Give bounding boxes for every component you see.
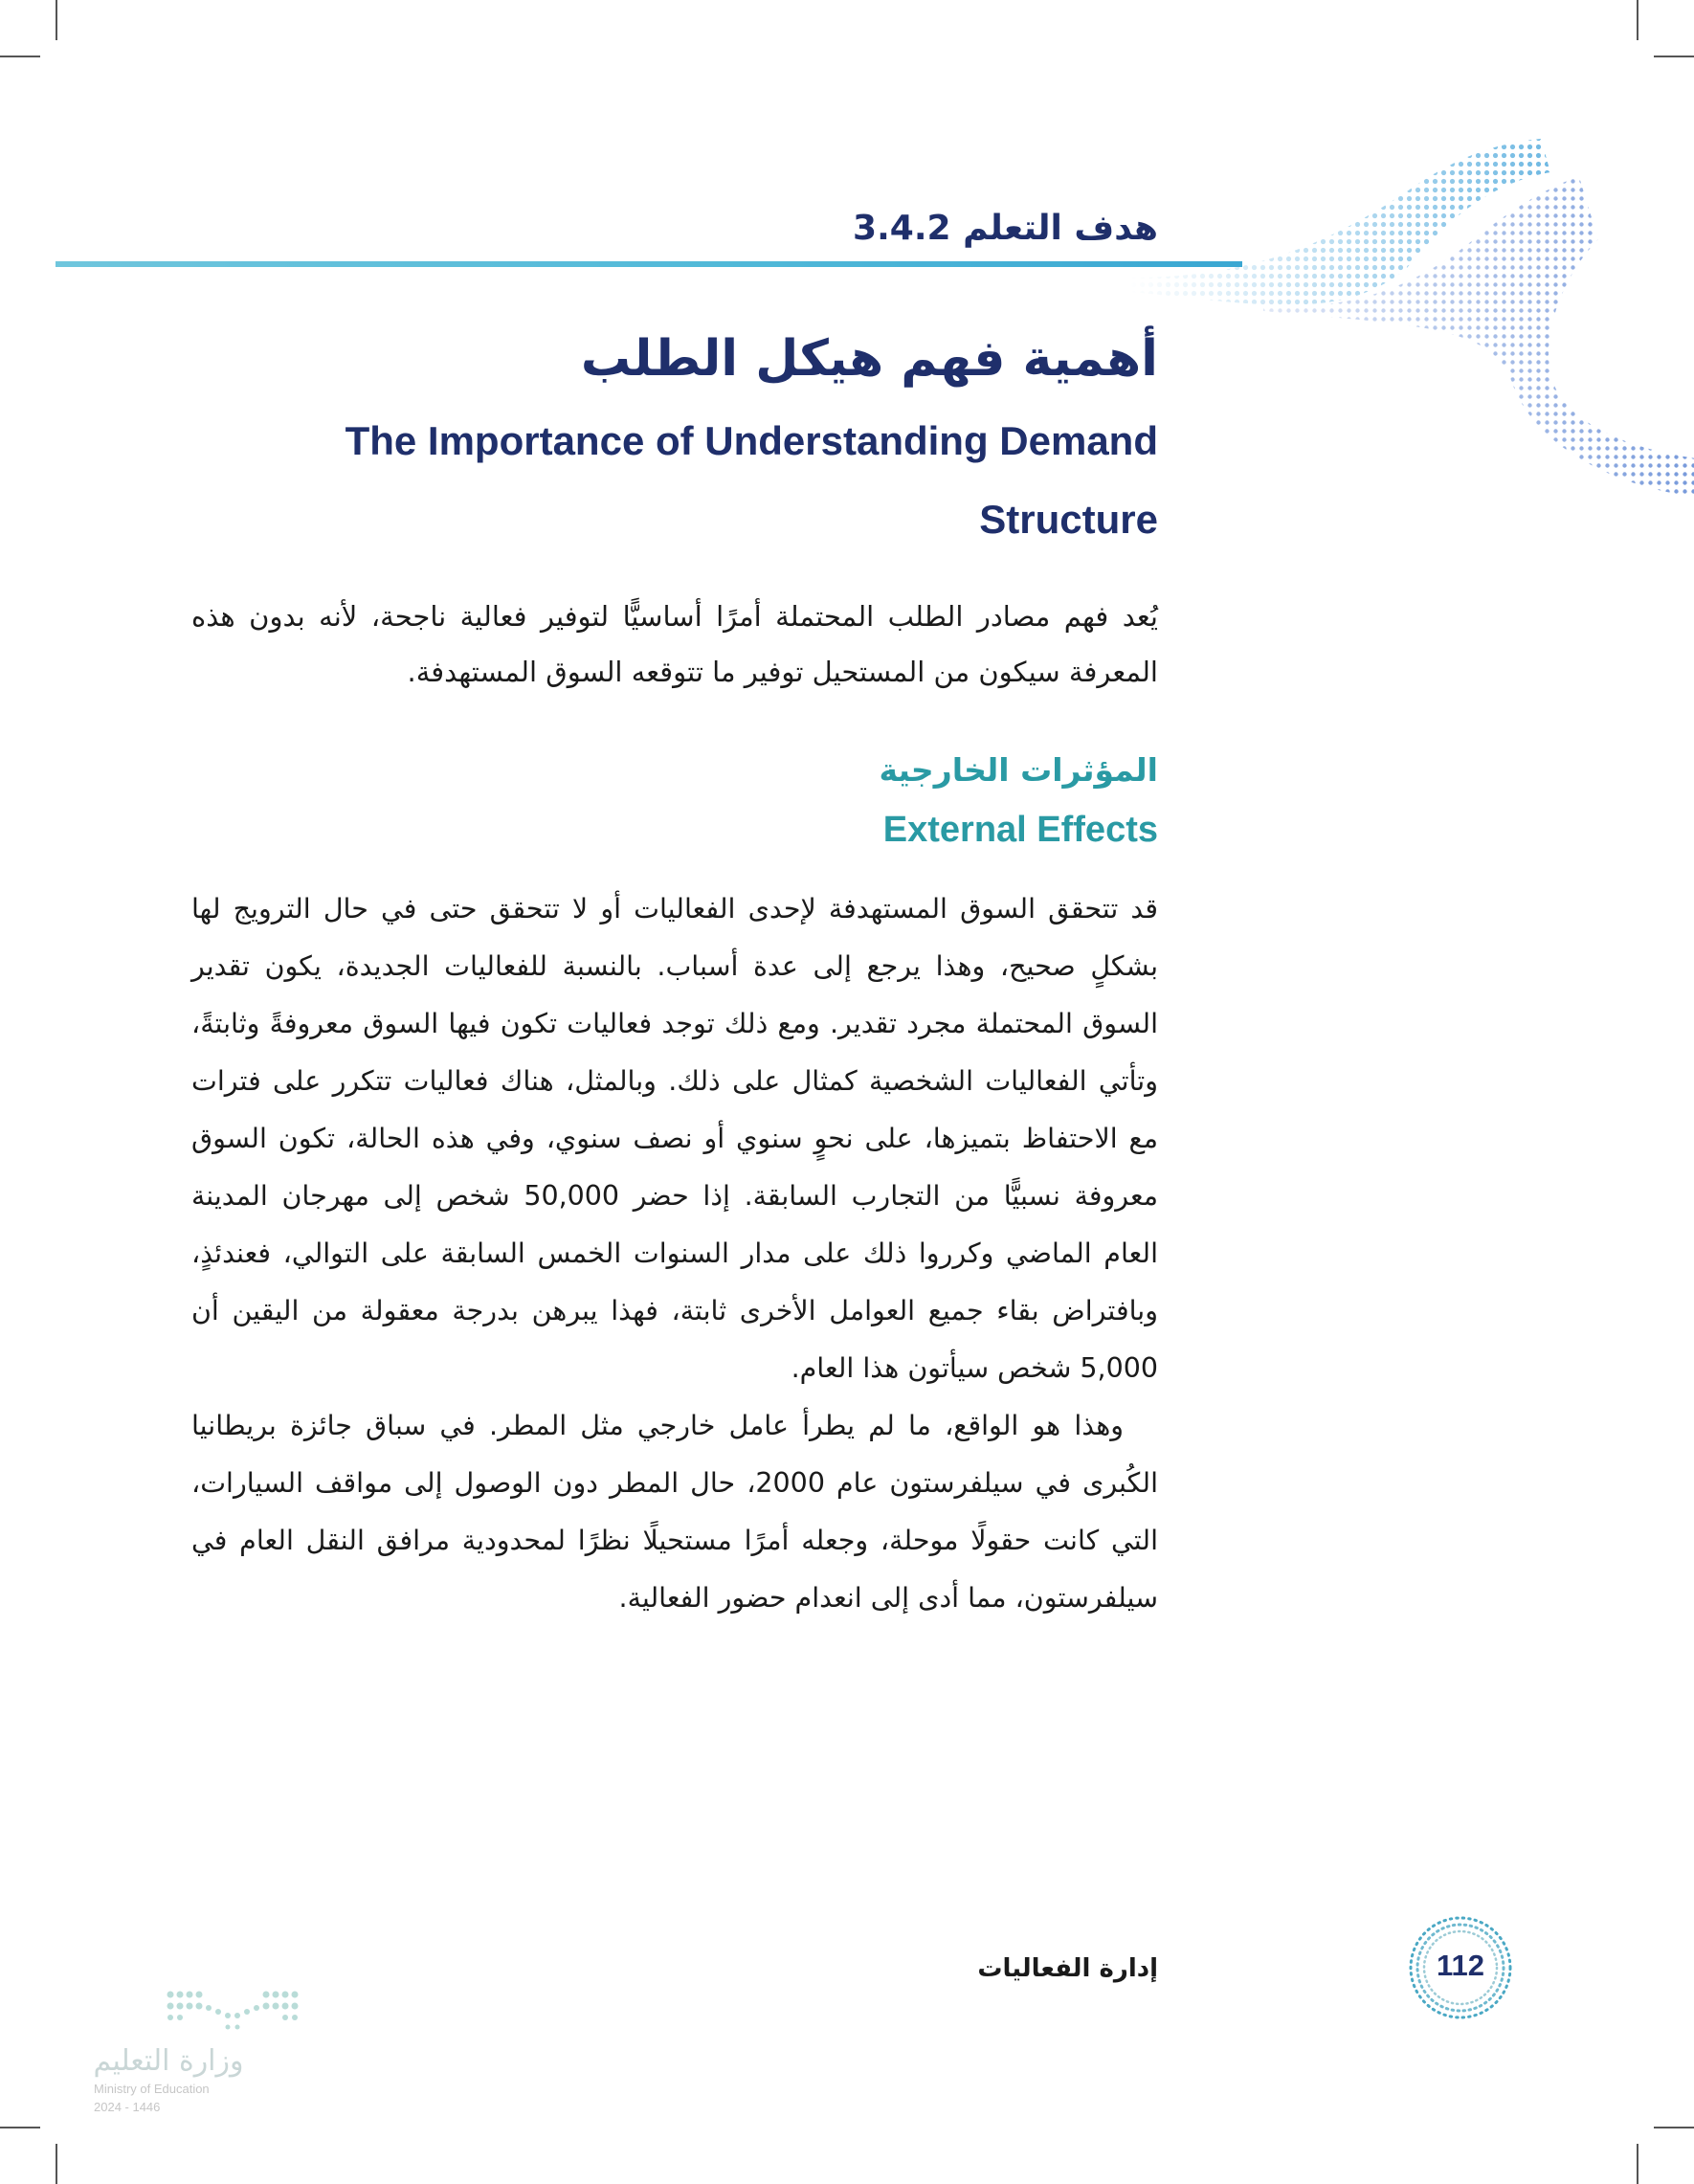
- dotted-wave-decoration: [1129, 134, 1694, 498]
- crop-mark-bottom-right-v: [1637, 2144, 1638, 2184]
- crop-mark-top-left-v: [56, 0, 57, 40]
- ministry-year: 2024 - 1446: [94, 2100, 161, 2114]
- crop-mark-top-left-h: [0, 56, 40, 57]
- ministry-name-english: Ministry of Education: [94, 2082, 210, 2096]
- crop-mark-top-right-v: [1637, 0, 1638, 40]
- section-heading-english: External Effects: [882, 810, 1158, 850]
- crop-mark-bottom-left-h: [0, 2127, 40, 2128]
- ministry-name-arabic: وزارة التعليم: [93, 2044, 244, 2078]
- page-title-english: The Importance of Understanding Demand Structure: [345, 418, 1158, 542]
- crop-mark-bottom-left-v: [56, 2144, 57, 2184]
- ministry-logo-icon: [165, 1987, 308, 2040]
- crop-mark-bottom-right-h: [1654, 2127, 1694, 2128]
- section-body: [191, 880, 1158, 1627]
- crop-mark-top-right-h: [1654, 56, 1694, 57]
- body-paragraph: قد تتحقق السوق المستهدفة لإحدى الفعاليات أو لا تتحقق حتى في حال الترويج لها بشكلٍ صحيح، وهذا يرجع إلى عدة أسباب. بالنسبة للفعاليات الجديدة، يكون تقدير السوق المحتملة مجرد تقدير. ومع ذلك توجد فعاليات تكون فيها السوق معروفةً وثابتةً، وتأتي الفعاليات الشخصية كمثال على ذلك. وبالمثل، هناك فعاليات تتكرر على فترات مع الاحتفاظ بتميزها، على نحوٍ سنوي أو نصف سنوي، وفي هذه الحالة، تكون السوق معروفة نسبيًّا من التجارب السابقة. إذا حضر 50,000 شخص إلى مهرجان المدينة العام الماضي وكرروا ذلك على مدار السنوات الخمس السابقة على التوالي، فعندئذٍ، وبافتراض بقاء جميع العوامل الأخرى ثابتة، فهذا يبرهن بدرجة معقولة من اليقين أن 5,000 شخص سيأتون هذا العام.: [191, 893, 1159, 1384]
- page-title-arabic: أهمية فهم هيكل الطلب: [580, 330, 1158, 388]
- learning-goal-label: هدف التعلم 3.4.2: [853, 209, 1158, 248]
- body-paragraph: وهذا هو الواقع، ما لم يطرأ عامل خارجي مثل المطر. في سباق جائزة بريطانيا الكُبرى في سيلفرستون عام 2000، حال المطر دون الوصول إلى مواقف السيارات، التي كانت حقولًا موحلة، وجعله أمرًا مستحيلًا نظرًا لمحدودية مرافق النقل العام في سيلفرستون، مما أدى إلى انعدام حضور الفعالية.: [191, 1410, 1158, 1614]
- page-number: 112: [1436, 1949, 1484, 1982]
- intro-paragraph: يُعد فهم مصادر الطلب المحتملة أمرًا أساسيًّا لتوفير فعالية ناجحة، لأنه بدون هذه المعرفة سيكون من المستحيل توفير ما تتوقعه السوق المستهدفة.: [191, 600, 1158, 688]
- section-heading-arabic: المؤثرات الخارجية: [879, 751, 1158, 789]
- header-rule: [56, 261, 1242, 267]
- book-title-footer: إدارة الفعاليات: [977, 1954, 1158, 1983]
